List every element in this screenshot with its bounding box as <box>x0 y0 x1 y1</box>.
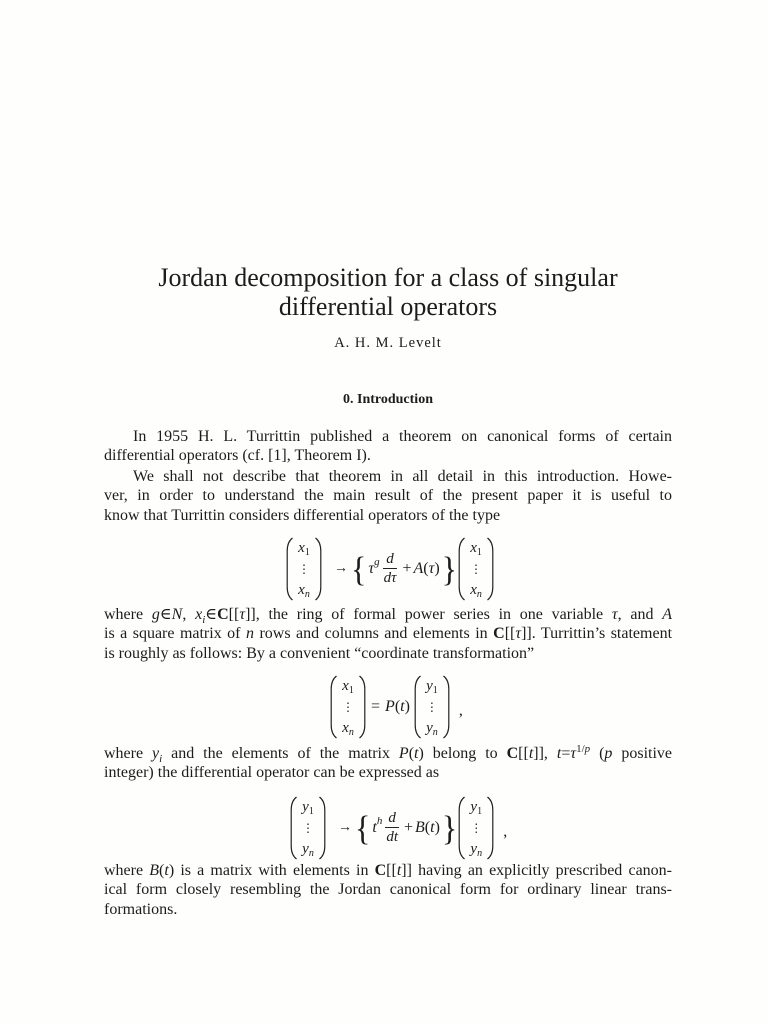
open-paren: ( <box>159 862 165 879</box>
paragraph-5 <box>104 861 672 919</box>
math-variable: τ <box>428 560 435 577</box>
matrix-symbol: P <box>385 698 395 715</box>
fraction-numerator: d <box>388 810 396 826</box>
element-of-symbol: ∈ <box>205 606 218 623</box>
close-paren: ) <box>418 745 424 762</box>
maps-to-arrow: → <box>338 820 352 835</box>
paragraph-2 <box>104 467 672 525</box>
math-variable: τ <box>515 625 522 643</box>
text-segment: is a matrix with elements in <box>174 862 375 879</box>
math-variable: x <box>195 606 203 623</box>
title-line-1: Jordan decomposition for a class of singular <box>158 263 618 292</box>
text-segment: where <box>104 745 153 762</box>
math-subscript: i <box>202 614 206 626</box>
text-segment: ]], the ring of formal power series in one variable <box>245 606 612 623</box>
text-segment: where <box>104 606 152 623</box>
complex-numbers-symbol: C <box>217 606 229 623</box>
vector-entries <box>337 675 359 739</box>
right-parenthesis <box>359 675 366 739</box>
vector-entry-first <box>342 676 354 696</box>
math-variable: x <box>342 720 349 736</box>
math-variable: x <box>470 540 477 556</box>
vector-entries <box>297 796 319 860</box>
close-paren: ) <box>168 862 175 879</box>
text-line: formations. <box>104 900 178 918</box>
math-variable: y <box>302 841 309 857</box>
math-variable: t <box>528 745 534 762</box>
double-bracket-open: [[ <box>386 862 397 879</box>
matrix-symbol: B <box>415 819 425 836</box>
vector-entry-first <box>470 797 482 817</box>
left-brace: { <box>351 549 367 589</box>
text-segment: ( <box>590 745 605 762</box>
left-parenthesis <box>458 796 465 860</box>
vector-entry-first <box>302 797 314 817</box>
left-parenthesis <box>414 675 421 739</box>
paper-title <box>104 263 672 321</box>
text-line: ver, in order to understand the main result of the present paper it is useful to <box>104 487 672 505</box>
math-exponent: h <box>376 815 383 827</box>
text-segment: is a square matrix of <box>104 625 246 643</box>
matrix-symbol: B <box>149 862 160 879</box>
vertical-ellipsis: ⋮ <box>342 700 354 714</box>
title-line-2: differential operators <box>278 292 498 321</box>
left-parenthesis <box>330 675 337 739</box>
close-paren: ) <box>434 560 440 577</box>
text-line: differential operators (cf. [1], Theorem I). <box>104 447 371 465</box>
equation-comma: , <box>503 823 508 840</box>
vector-entries <box>293 537 315 601</box>
vector-entries <box>421 675 443 739</box>
equation-comma: , <box>458 702 463 719</box>
text-line <box>104 861 672 880</box>
vector-entries <box>465 796 487 860</box>
math-subscript: n <box>304 589 310 600</box>
close-paren: ) <box>404 698 410 715</box>
double-bracket-close: ]] <box>401 862 412 879</box>
section-heading: 0. Introduction <box>343 392 433 407</box>
paragraph-4 <box>104 744 672 783</box>
math-variable: y <box>470 799 478 815</box>
text-segment: ]]. Turrittin’s statement <box>521 625 673 643</box>
paragraph-1 <box>104 427 672 466</box>
double-bracket-open: [[ <box>228 606 240 623</box>
vector-entry-first <box>426 676 438 696</box>
math-subscript: 1 <box>476 547 482 558</box>
vertical-ellipsis: ⋮ <box>302 821 314 835</box>
derivative-fraction <box>383 552 398 586</box>
math-variable: N <box>171 606 183 623</box>
text-line: integer) the differential operator can be expressed as <box>104 764 440 782</box>
text-line: ical form closely resembling the Jordan canonical form for ordinary linear trans- <box>104 881 672 899</box>
column-vector-y <box>458 796 494 860</box>
text-segment: , <box>182 606 196 623</box>
math-variable: p <box>604 745 613 762</box>
vector-entry-last <box>470 580 482 600</box>
open-paren: ( <box>394 698 401 715</box>
math-variable: x <box>298 540 305 556</box>
math-variable: x <box>470 582 477 598</box>
text-line: We shall not describe that theorem in all detail in this introduction. Howe- <box>133 468 672 485</box>
text-segment: positive <box>612 745 673 762</box>
right-brace: } <box>441 808 458 848</box>
math-exponent: g <box>374 556 380 568</box>
math-subscript: 1 <box>432 685 438 696</box>
left-parenthesis <box>290 796 297 860</box>
math-subscript: n <box>308 848 314 859</box>
math-subscript: n <box>476 589 482 600</box>
vector-entry-last <box>298 580 310 600</box>
math-subscript: 1 <box>304 547 310 558</box>
math-exponent <box>576 743 590 755</box>
exponent-part: 1/ <box>576 743 585 755</box>
vector-entry-last <box>470 839 482 859</box>
math-variable: y <box>426 678 433 694</box>
vertical-ellipsis: ⋮ <box>470 562 483 576</box>
equals-sign: = <box>371 698 381 715</box>
right-brace: } <box>441 549 458 589</box>
right-parenthesis <box>319 796 326 860</box>
text-segment: ]], <box>533 745 557 762</box>
math-variable: t <box>414 745 419 762</box>
fraction-denominator: dt <box>386 829 398 845</box>
math-subscript: 1 <box>348 685 354 696</box>
vertical-ellipsis: ⋮ <box>425 700 438 714</box>
text-line: In 1955 H. L. Turrittin published a theorem on canonical forms of certain <box>133 428 672 445</box>
column-vector-x <box>330 675 366 739</box>
math-variable: p <box>584 743 591 755</box>
math-variable: y <box>152 745 160 762</box>
math-subscript: i <box>159 753 163 765</box>
math-subscript: n <box>348 727 354 738</box>
text-segment: rows and columns and elements in <box>253 625 494 643</box>
math-variable: t <box>400 698 405 715</box>
text-line <box>104 605 672 624</box>
math-subscript: n <box>432 727 438 738</box>
vertical-ellipsis: ⋮ <box>298 562 310 576</box>
math-variable: τ <box>611 606 618 623</box>
matrix-symbol: P <box>398 745 409 762</box>
right-parenthesis <box>443 675 450 739</box>
open-paren: ( <box>424 819 431 836</box>
right-parenthesis <box>315 537 322 601</box>
column-vector-y <box>290 796 326 860</box>
text-line <box>104 744 672 763</box>
derivative-fraction <box>385 811 399 845</box>
fraction-numerator: d <box>386 551 394 567</box>
math-variable: t <box>396 862 402 879</box>
math-variable: g <box>151 606 160 623</box>
math-subscript: 1 <box>477 806 483 817</box>
text-line: is roughly as follows: By a convenient “coordinate transformation” <box>104 644 535 662</box>
equals-sign: = <box>561 745 571 762</box>
equation-3 <box>290 796 507 860</box>
math-variable: t <box>430 819 435 836</box>
math-subscript: 1 <box>308 806 314 817</box>
math-variable: y <box>426 720 433 736</box>
math-variable: x <box>342 678 349 694</box>
math-subscript: n <box>477 848 483 859</box>
complex-numbers-symbol: C <box>506 745 519 762</box>
math-variable: t <box>556 745 562 762</box>
paragraph-3 <box>104 605 672 663</box>
maps-to-arrow: → <box>334 561 348 576</box>
vector-entry-last <box>426 718 438 738</box>
fraction-bar <box>385 827 399 828</box>
math-variable: A <box>662 606 673 623</box>
vector-entries <box>465 537 487 601</box>
double-bracket-open: [[ <box>504 625 516 643</box>
math-variable: y <box>302 799 309 815</box>
fraction-denominator: dτ <box>383 570 397 586</box>
text-line <box>104 624 672 643</box>
equation-2 <box>330 675 463 739</box>
math-variable: x <box>298 582 305 598</box>
left-parenthesis <box>458 537 465 601</box>
text-segment: , and <box>617 606 663 623</box>
element-of-symbol: ∈ <box>159 606 172 623</box>
complex-numbers-symbol: C <box>493 625 505 643</box>
left-parenthesis <box>286 537 293 601</box>
operator-power <box>368 556 380 578</box>
vertical-ellipsis: ⋮ <box>470 821 483 835</box>
text-segment: where <box>104 862 150 879</box>
math-variable: t <box>164 862 169 879</box>
math-variable: τ <box>570 745 577 762</box>
right-parenthesis <box>487 796 494 860</box>
fraction-bar <box>383 568 398 569</box>
double-bracket-open: [[ <box>518 745 529 762</box>
left-brace: { <box>355 808 371 848</box>
text-segment: having an explicitly prescribed canon- <box>411 862 673 879</box>
plus-sign: + <box>402 560 412 577</box>
text-segment: and the elements of the matrix <box>162 745 399 762</box>
math-variable: τ <box>368 560 375 577</box>
matrix-symbol: A <box>413 560 424 577</box>
column-vector-y <box>414 675 450 739</box>
vector-entry-first <box>470 538 482 558</box>
close-paren: ) <box>434 819 440 836</box>
column-vector-x <box>458 537 494 601</box>
open-paren: ( <box>423 560 429 577</box>
complex-numbers-symbol: C <box>374 862 387 879</box>
text-line: know that Turrittin considers differential operators of the type <box>104 506 501 524</box>
math-variable: y <box>470 841 478 857</box>
right-parenthesis <box>487 537 494 601</box>
open-paren: ( <box>408 745 415 762</box>
column-vector-x <box>286 537 322 601</box>
vector-entry-last <box>302 839 314 859</box>
vector-entry-first <box>298 538 310 558</box>
math-variable: t <box>372 819 377 836</box>
plus-sign: + <box>403 819 414 836</box>
equation-1 <box>286 537 494 601</box>
math-variable: τ <box>239 606 246 623</box>
author-name: A. H. M. Levelt <box>334 335 442 351</box>
vector-entry-last <box>342 718 354 738</box>
operator-power <box>372 815 383 837</box>
text-segment: belong to <box>423 745 507 762</box>
math-variable: n <box>245 625 254 643</box>
